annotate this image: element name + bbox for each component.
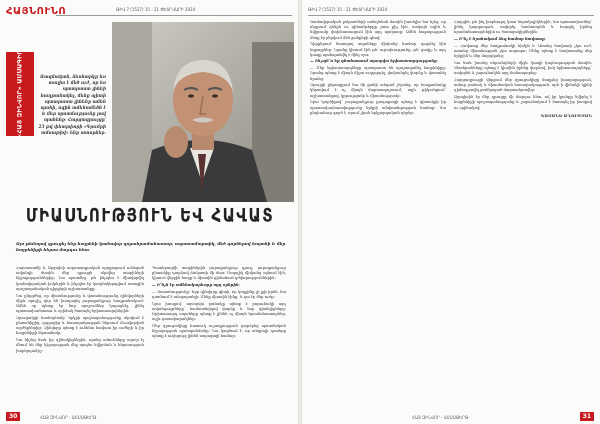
paragraph: Նրա կարծիքով՝ յուրաքանչյուր քաղաքացի պետք է գիտակցի իր պատասխանատվությունը երկրի անվտանգության համար։ Սա ընդհանուր գործ է, որում չկան երկրորդական դերեր։ <box>310 100 446 115</box>
paragraph: Պատերազմի տարիներին յուրաքանչյուր գյուղ, յուրաքանչյուր ընտանիք դարձավ ճակատի մի մաս։ Մարդիկ միմյանց օգնում էին, կիսում վերջին հացը և միասին դիմանում դժվարություններին։ <box>152 266 286 281</box>
side-quote: Ռազմական, ձեռնարկը ևս տալիս է մեծ ուժ, որ ես պատրաստ լինեի հաղթանակել, մենք պիտի պատրաստ լինենք ամեն պահի, ոգին ամենամեծն է և մեր պատմությունը լավ պահենք։ Հարցազրույցը՝ 23 թվ փետրվարի «Գյումրի ամսաթիվ» ենք ատորներ։ <box>38 74 106 135</box>
paragraph: Նա հիշեց նաև իր զինակիցներին, որոնց անունները այսօր էլ մնում են մեր հիշողության մեջ որպես նվիրման և հերոսության խորհրդանիշ։ <box>16 338 144 353</box>
right-column-1 <box>310 20 446 412</box>
left-header-issue: ԹԻՎ 7 (1527) 15 - 21 ՓԵՏՐՎԱՐԻ 2024 <box>116 7 196 12</box>
left-header-rule <box>56 15 292 16</box>
paragraph: Հարցազրույցի վերջում մեր զրուցակիցը մաղթեց խաղաղություն, ամուր բանակ և միասնական հասարակություն, որն ի վիճակի կլինի դիմագրավել ցանկացած մարտահրավեր։ <box>454 78 592 93</box>
left-column-1 <box>16 266 144 406</box>
paragraph: — Հավատը մեր հաղթանակի հիմքն է։ Առանց հավատի չկա ուժ, առանց միասնության չկա ապագա։ Մենք պետք է հավատանք մեր երկրին և մեր մարդկանց։ <box>454 43 592 59</box>
paragraph: Զրուցակցի համոզմամբ՝ երկրի պաշտպանությունը սկսվում է ընտանիքից, դպրոցից և հասարակության ներսում ձևավորված արժեքներից։ Զինվորը պետք է ունենա հավատ իր ուժերի և իր հայրենիքի նկատմամբ։ <box>16 315 144 336</box>
page-number-right: 31 <box>580 412 594 421</box>
right-column-2 <box>454 20 592 412</box>
right-page <box>302 0 600 424</box>
left-page <box>0 0 298 424</box>
paragraph: Նրա խոսքով՝ այսօրվա բանակը պետք է շարունակի այդ ավանդույթները՝ համատեղելով փորձը և նոր գիտելիքները։ Երիտասարդ սպաները պետք է լինեն ոչ միայն հրամանատարներ, այլև դաստիարակներ։ <box>152 301 286 322</box>
paragraph: Նա նաև խոսեց սերունդների միջև կապի կարևորության մասին։ Վետերանները պետք է կիսվեն իրենց փորձով, իսկ երիտասարդները՝ սովորեն և շարունակեն այդ ճանապարհը։ <box>454 60 592 76</box>
article-lead: Այս թեմայով զրուցել ենք հայրենի կամավոր զորահրամանատար, ազատամարտիկ, մեծ գործերով հայտնի և մեր հայրենիքի հերոս մարդու հետ։ <box>16 241 286 252</box>
masthead-logo: ՀԱՅՆՈՒՆՈ <box>6 6 67 17</box>
paragraph: Կամավորական ջոկատների ստեղծման մասին խոսելիս նա նշեց, որ սկզբում զենքն ու զինամթերքը շատ քիչ էին, սակայն ոգին և նվիրումը փոխհատուցում էին այդ պակասը։ Ամեն հաջողություն ձեռք էր բերվում մեծ ջանքերի գնով։ <box>310 20 446 40</box>
paragraph: Այսպիսին էր մեր զրույցը մի մարդու հետ, ով իր կյանքը նվիրել է հայրենիքի պաշտպանությանը և շարունակում է ծառայել իր խոսքով ու օրինակով։ <box>454 95 592 110</box>
author-signature: ԳԱՅԱՆԵ ԱՂՈՒՄՅԱՆ <box>540 112 592 118</box>
paragraph: Հայաստանի և Արցախի ազատագրական պայքարում ունեցած ավանդի մասին մեր զրույցն սկսվեց տարիների հիշողություններից։ Նա պատմեց, թե ինչպես է միավորվել կամավորական խմբերին և ինչպես էր կազմակերպվում առաջին պաշտպանական դիրքերի աշխատանքը։ <box>16 266 144 291</box>
right-header-issue: ԹԻՎ 7 (1527) 15 - 21 ՓԵՏՐՎԱՐԻ 2024 <box>308 7 388 12</box>
vertical-tab-label: «ՀԱՅ ԶԻՆՎՈՐ» ԱՄՍԱԳԻՐ <box>16 50 24 138</box>
portrait-illustration <box>112 22 294 202</box>
paragraph: Զրույցի ընթացքում նա մի քանի անգամ շեշտեց, որ հաղթանակը կերտվում է ոչ միայն մարտադաշտում, այլև թիկունքում՝ աշխատանքով, կրթությամբ և միասնությամբ։ <box>310 83 446 98</box>
paragraph: Դիրքերում ծառայող տղաները միմյանց համար դարձել էին եղբայրներ։ Նրանք կիսում էին թե՛ ուրախությունը, թե՛ ցավը, և այդ կապը պահպանվել է մինչ օրս։ <box>310 42 446 57</box>
interview-question: — Ի՞նչ է նշանակում ձեզ համար հավատը։ <box>454 37 546 42</box>
footer-left: ՀԱՅ ԶԻՆՎՈՐ - ԱՄՍԱԹԵՐԹ <box>40 415 97 420</box>
paragraph: Հարցին, թե ինչ խորհուրդ կտա նորակոչիկներին, նա պատասխանեց՝ լինել կարգապահ, սովորել համառորեն և հարգել իրենց հրամանատարներին ու ծառայակիցներին։ <box>454 20 592 35</box>
left-column-2 <box>152 266 286 406</box>
portrait-photo <box>112 22 294 202</box>
footer-right: ՀԱՅ ԶԻՆՎՈՐ - ԱՄՍԱԹԵՐԹ <box>412 415 469 420</box>
paragraph: Մեր զրուցակիցը հատուկ ուշադրություն դարձրեց պատմական հիշողության պահպանմանը։ Նա կարծում է, որ անցյալի դասերը պետք է ուղեցույց լինեն ապագայի համար։ <box>152 324 286 339</box>
page-number-left: 30 <box>6 412 20 421</box>
right-header-rule <box>308 15 594 16</box>
paragraph: — Մեր երիտասարդները պատրաստ են պաշտպանել հայրենիքը։ Նրանց պետք է միայն ճիշտ ուղղորդել, փոխանցել փորձը և վստահել նրանց։ <box>310 66 446 81</box>
paragraph: — Վստահությունը։ Երբ զինվորը գիտի, որ կողքինը չի լքի իրեն, նա դառնում է անպարտելի։ Մենք միասին էինք, և դա էր մեր ուժը։ <box>152 289 286 300</box>
vertical-section-tab <box>6 52 34 136</box>
paragraph: Նա ընդգծեց, որ միասնությունը և վստահությունը զինվորների միջև որոշիչ դեր են խաղացել յուրաքանչյուր հաղթանակում։ Ամեն օր պետք էր նոր որոշումներ կայացնել, լինել պատասխանատու և օրինակ ծառայել երիտասարդներին։ <box>16 293 144 314</box>
interview-question: — Ի՞նչն էր ամենակարևորը այդ օրերին։ <box>152 283 240 288</box>
article-title: ՄԻԱՍՆՈՒԹՅՈՒՆ ԵՎ ՀԱՎԱՏ <box>25 203 275 227</box>
interview-question: — Ինչպե՞ս եք գնահատում այսօրվա երիտասարդությանը։ <box>310 59 438 64</box>
